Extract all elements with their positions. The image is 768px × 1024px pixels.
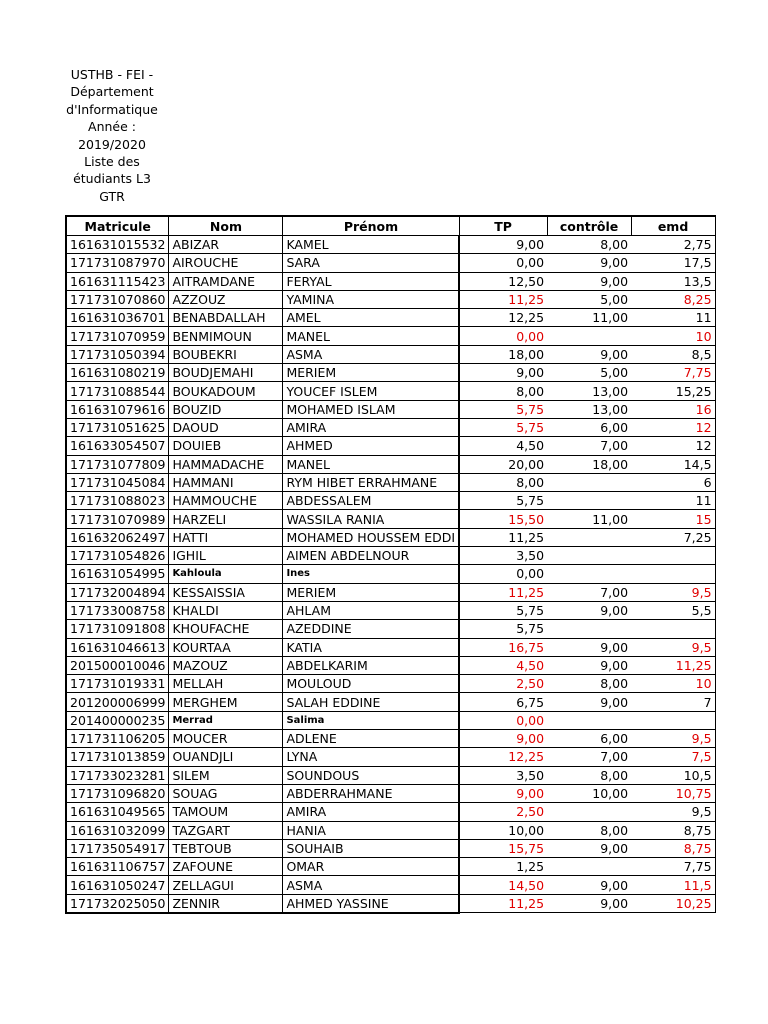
document-header xyxy=(60,66,164,205)
cell-emd: 11 xyxy=(631,309,715,327)
cell-matricule: 161631054995 xyxy=(66,565,169,583)
cell-prenom: SOUHAIB xyxy=(283,839,459,857)
cell-prenom: MANEL xyxy=(283,455,459,473)
table-row xyxy=(66,876,715,894)
cell-tp: 12,25 xyxy=(459,309,547,327)
table-row xyxy=(66,730,715,748)
cell-controle: 11,00 xyxy=(547,510,631,528)
cell-matricule: 161631106757 xyxy=(66,858,169,876)
cell-controle: 7,00 xyxy=(547,437,631,455)
cell-tp: 2,50 xyxy=(459,675,547,693)
cell-nom: ZELLAGUI xyxy=(169,876,283,894)
table-row xyxy=(66,565,715,583)
cell-emd: 7,25 xyxy=(631,528,715,546)
cell-nom: BOUZID xyxy=(169,400,283,418)
cell-emd: 10,5 xyxy=(631,766,715,784)
cell-nom: BENMIMOUN xyxy=(169,327,283,345)
cell-controle: 5,00 xyxy=(547,290,631,308)
cell-emd: 9,5 xyxy=(631,730,715,748)
cell-nom: HAMMANI xyxy=(169,473,283,491)
cell-matricule: 171732004894 xyxy=(66,583,169,601)
cell-tp: 16,75 xyxy=(459,638,547,656)
cell-nom: AZZOUZ xyxy=(169,290,283,308)
cell-emd: 5,5 xyxy=(631,601,715,619)
cell-nom: KOURTAA xyxy=(169,638,283,656)
cell-matricule: 171731077809 xyxy=(66,455,169,473)
table-row xyxy=(66,418,715,436)
cell-prenom: HANIA xyxy=(283,821,459,839)
table-row xyxy=(66,711,715,729)
cell-emd: 8,25 xyxy=(631,290,715,308)
cell-matricule: 201200006999 xyxy=(66,693,169,711)
cell-emd: 9,5 xyxy=(631,583,715,601)
cell-controle: 13,00 xyxy=(547,400,631,418)
cell-prenom: AMEL xyxy=(283,309,459,327)
cell-nom: MAZOUZ xyxy=(169,656,283,674)
cell-controle xyxy=(547,565,631,583)
cell-matricule: 171731088023 xyxy=(66,492,169,510)
header-line: étudiants L3 xyxy=(73,171,151,187)
table-body xyxy=(66,236,715,913)
cell-controle: 9,00 xyxy=(547,693,631,711)
table-row xyxy=(66,858,715,876)
cell-matricule: 161633054507 xyxy=(66,437,169,455)
cell-nom: AITRAMDANE xyxy=(169,272,283,290)
cell-nom: BOUDJEMAHI xyxy=(169,364,283,382)
cell-prenom: LYNA xyxy=(283,748,459,766)
cell-emd: 10,25 xyxy=(631,894,715,913)
cell-tp: 5,75 xyxy=(459,620,547,638)
cell-nom: Kahloula xyxy=(169,565,283,583)
column-header-emd: emd xyxy=(631,216,715,236)
cell-controle xyxy=(547,803,631,821)
table-row xyxy=(66,638,715,656)
cell-prenom: AMIRA xyxy=(283,803,459,821)
table-row xyxy=(66,473,715,491)
cell-tp: 3,50 xyxy=(459,766,547,784)
cell-emd: 6 xyxy=(631,473,715,491)
table-row xyxy=(66,345,715,363)
cell-prenom: OMAR xyxy=(283,858,459,876)
cell-emd: 11 xyxy=(631,492,715,510)
cell-tp: 5,75 xyxy=(459,492,547,510)
cell-tp: 11,25 xyxy=(459,894,547,913)
column-header-prenom: Prénom xyxy=(283,216,459,236)
cell-tp: 6,75 xyxy=(459,693,547,711)
cell-matricule: 201400000235 xyxy=(66,711,169,729)
cell-tp: 15,75 xyxy=(459,839,547,857)
cell-emd: 7,75 xyxy=(631,364,715,382)
cell-emd: 7,75 xyxy=(631,858,715,876)
cell-matricule: 171731045084 xyxy=(66,473,169,491)
table-row xyxy=(66,254,715,272)
column-header-controle: contrôle xyxy=(547,216,631,236)
cell-tp: 0,00 xyxy=(459,565,547,583)
cell-emd: 15 xyxy=(631,510,715,528)
cell-emd: 9,5 xyxy=(631,803,715,821)
table-row xyxy=(66,272,715,290)
cell-prenom: MERIEM xyxy=(283,583,459,601)
cell-matricule: 161631115423 xyxy=(66,272,169,290)
table-row xyxy=(66,656,715,674)
cell-controle: 9,00 xyxy=(547,876,631,894)
table-row xyxy=(66,601,715,619)
cell-controle: 9,00 xyxy=(547,345,631,363)
cell-controle xyxy=(547,492,631,510)
table-row xyxy=(66,894,715,913)
cell-tp: 9,00 xyxy=(459,730,547,748)
cell-nom: ABIZAR xyxy=(169,236,283,254)
cell-tp: 11,25 xyxy=(459,528,547,546)
cell-controle: 8,00 xyxy=(547,236,631,254)
cell-controle xyxy=(547,473,631,491)
cell-tp: 3,50 xyxy=(459,547,547,565)
cell-prenom: ABDESSALEM xyxy=(283,492,459,510)
cell-tp: 5,75 xyxy=(459,601,547,619)
cell-matricule: 171731096820 xyxy=(66,784,169,802)
cell-emd: 8,5 xyxy=(631,345,715,363)
cell-tp: 10,00 xyxy=(459,821,547,839)
cell-prenom: AMIRA xyxy=(283,418,459,436)
cell-controle: 11,00 xyxy=(547,309,631,327)
cell-controle xyxy=(547,620,631,638)
cell-tp: 0,00 xyxy=(459,254,547,272)
cell-controle: 9,00 xyxy=(547,272,631,290)
table-row xyxy=(66,693,715,711)
header-line: 2019/2020 xyxy=(78,136,146,152)
cell-controle: 9,00 xyxy=(547,656,631,674)
cell-controle xyxy=(547,327,631,345)
cell-nom: MERGHEM xyxy=(169,693,283,711)
cell-matricule: 171731019331 xyxy=(66,675,169,693)
cell-emd xyxy=(631,565,715,583)
cell-matricule: 171731050394 xyxy=(66,345,169,363)
cell-controle: 9,00 xyxy=(547,894,631,913)
table-row xyxy=(66,290,715,308)
cell-matricule: 171731087970 xyxy=(66,254,169,272)
column-header-tp: TP xyxy=(459,216,547,236)
cell-matricule: 171731091808 xyxy=(66,620,169,638)
cell-controle xyxy=(547,711,631,729)
cell-nom: AIROUCHE xyxy=(169,254,283,272)
table-row xyxy=(66,784,715,802)
cell-prenom: ADLENE xyxy=(283,730,459,748)
cell-nom: TEBTOUB xyxy=(169,839,283,857)
cell-emd: 12 xyxy=(631,437,715,455)
cell-tp: 9,00 xyxy=(459,236,547,254)
cell-controle: 6,00 xyxy=(547,730,631,748)
cell-prenom: KAMEL xyxy=(283,236,459,254)
cell-controle: 6,00 xyxy=(547,418,631,436)
table-row xyxy=(66,821,715,839)
cell-tp: 12,50 xyxy=(459,272,547,290)
cell-tp: 8,00 xyxy=(459,382,547,400)
cell-prenom: Salima xyxy=(283,711,459,729)
table-row xyxy=(66,510,715,528)
cell-emd: 11,5 xyxy=(631,876,715,894)
cell-prenom: YOUCEF ISLEM xyxy=(283,382,459,400)
table-row xyxy=(66,748,715,766)
cell-nom: SILEM xyxy=(169,766,283,784)
cell-tp: 20,00 xyxy=(459,455,547,473)
header-line: USTHB - FEI - xyxy=(70,67,154,82)
cell-emd: 8,75 xyxy=(631,839,715,857)
cell-matricule: 161631080219 xyxy=(66,364,169,382)
cell-tp: 5,75 xyxy=(459,400,547,418)
cell-matricule: 161631046613 xyxy=(66,638,169,656)
cell-matricule: 171731070989 xyxy=(66,510,169,528)
cell-controle: 7,00 xyxy=(547,583,631,601)
table-row xyxy=(66,400,715,418)
cell-nom: BENABDALLAH xyxy=(169,309,283,327)
table-row xyxy=(66,364,715,382)
cell-tp: 1,25 xyxy=(459,858,547,876)
cell-controle xyxy=(547,858,631,876)
cell-nom: HAMMADACHE xyxy=(169,455,283,473)
cell-matricule: 171731070860 xyxy=(66,290,169,308)
cell-controle: 8,00 xyxy=(547,821,631,839)
cell-emd xyxy=(631,620,715,638)
cell-prenom: SALAH EDDINE xyxy=(283,693,459,711)
cell-prenom: MANEL xyxy=(283,327,459,345)
cell-tp: 0,00 xyxy=(459,327,547,345)
cell-matricule: 171732025050 xyxy=(66,894,169,913)
cell-prenom: RYM HIBET ERRAHMANE xyxy=(283,473,459,491)
header-line: Année : xyxy=(88,119,136,135)
cell-nom: TAMOUM xyxy=(169,803,283,821)
header-line: Liste des xyxy=(84,154,140,170)
cell-controle: 5,00 xyxy=(547,364,631,382)
cell-prenom: AZEDDINE xyxy=(283,620,459,638)
header-line: d'Informatique xyxy=(66,101,158,117)
cell-nom: Merrad xyxy=(169,711,283,729)
cell-matricule: 161631036701 xyxy=(66,309,169,327)
cell-matricule: 171733023281 xyxy=(66,766,169,784)
cell-prenom: ASMA xyxy=(283,876,459,894)
table-row xyxy=(66,583,715,601)
cell-nom: TAZGART xyxy=(169,821,283,839)
cell-emd: 12 xyxy=(631,418,715,436)
table-row xyxy=(66,547,715,565)
cell-nom: SOUAG xyxy=(169,784,283,802)
cell-prenom: ABDERRAHMANE xyxy=(283,784,459,802)
cell-tp: 4,50 xyxy=(459,437,547,455)
cell-matricule: 161631015532 xyxy=(66,236,169,254)
cell-emd: 10,75 xyxy=(631,784,715,802)
cell-nom: DOUIEB xyxy=(169,437,283,455)
cell-tp: 8,00 xyxy=(459,473,547,491)
cell-nom: DAOUD xyxy=(169,418,283,436)
students-table xyxy=(65,215,716,914)
cell-emd: 2,75 xyxy=(631,236,715,254)
cell-matricule: 161632062497 xyxy=(66,528,169,546)
cell-emd: 17,5 xyxy=(631,254,715,272)
cell-nom: KHALDI xyxy=(169,601,283,619)
cell-tp: 12,25 xyxy=(459,748,547,766)
cell-matricule: 161631049565 xyxy=(66,803,169,821)
cell-emd xyxy=(631,711,715,729)
cell-nom: BOUKADOUM xyxy=(169,382,283,400)
cell-prenom: MOHAMED HOUSSEM EDDI xyxy=(283,528,459,546)
cell-tp: 9,00 xyxy=(459,364,547,382)
cell-nom: HARZELI xyxy=(169,510,283,528)
cell-emd: 7 xyxy=(631,693,715,711)
header-line: GTR xyxy=(99,188,125,204)
table-row xyxy=(66,803,715,821)
cell-emd: 13,5 xyxy=(631,272,715,290)
table-row xyxy=(66,455,715,473)
cell-prenom: SOUNDOUS xyxy=(283,766,459,784)
cell-emd: 14,5 xyxy=(631,455,715,473)
cell-prenom: ASMA xyxy=(283,345,459,363)
cell-nom: MELLAH xyxy=(169,675,283,693)
cell-prenom: WASSILA RANIA xyxy=(283,510,459,528)
table-row xyxy=(66,675,715,693)
table-row xyxy=(66,766,715,784)
cell-nom: BOUBEKRI xyxy=(169,345,283,363)
cell-prenom: MERIEM xyxy=(283,364,459,382)
cell-controle: 9,00 xyxy=(547,601,631,619)
cell-tp: 4,50 xyxy=(459,656,547,674)
header-line: Département xyxy=(70,84,154,100)
cell-matricule: 161631079616 xyxy=(66,400,169,418)
cell-controle: 9,00 xyxy=(547,839,631,857)
cell-tp: 0,00 xyxy=(459,711,547,729)
cell-controle xyxy=(547,528,631,546)
cell-tp: 9,00 xyxy=(459,784,547,802)
cell-prenom: AHMED YASSINE xyxy=(283,894,459,913)
cell-matricule: 161631050247 xyxy=(66,876,169,894)
cell-prenom: MOULOUD xyxy=(283,675,459,693)
cell-emd: 10 xyxy=(631,675,715,693)
cell-nom: HATTI xyxy=(169,528,283,546)
cell-tp: 11,25 xyxy=(459,583,547,601)
cell-controle xyxy=(547,547,631,565)
cell-prenom: KATIA xyxy=(283,638,459,656)
cell-controle: 8,00 xyxy=(547,766,631,784)
cell-nom: HAMMOUCHE xyxy=(169,492,283,510)
cell-prenom: ABDELKARIM xyxy=(283,656,459,674)
cell-controle: 10,00 xyxy=(547,784,631,802)
cell-emd: 8,75 xyxy=(631,821,715,839)
cell-emd: 16 xyxy=(631,400,715,418)
cell-matricule: 161631032099 xyxy=(66,821,169,839)
cell-controle: 7,00 xyxy=(547,748,631,766)
cell-tp: 2,50 xyxy=(459,803,547,821)
cell-emd: 7,5 xyxy=(631,748,715,766)
cell-nom: ZENNIR xyxy=(169,894,283,913)
cell-controle: 9,00 xyxy=(547,638,631,656)
table-row xyxy=(66,382,715,400)
cell-controle: 9,00 xyxy=(547,254,631,272)
cell-matricule: 171735054917 xyxy=(66,839,169,857)
cell-matricule: 201500010046 xyxy=(66,656,169,674)
cell-nom: KHOUFACHE xyxy=(169,620,283,638)
cell-prenom: AHMED xyxy=(283,437,459,455)
cell-controle: 18,00 xyxy=(547,455,631,473)
table-row xyxy=(66,437,715,455)
cell-matricule: 171731070959 xyxy=(66,327,169,345)
cell-prenom: AHLAM xyxy=(283,601,459,619)
cell-nom: ZAFOUNE xyxy=(169,858,283,876)
cell-controle: 8,00 xyxy=(547,675,631,693)
cell-emd xyxy=(631,547,715,565)
cell-matricule: 171731013859 xyxy=(66,748,169,766)
table-row xyxy=(66,309,715,327)
table-row xyxy=(66,236,715,254)
cell-matricule: 171733008758 xyxy=(66,601,169,619)
cell-tp: 14,50 xyxy=(459,876,547,894)
cell-matricule: 171731051625 xyxy=(66,418,169,436)
cell-prenom: MOHAMED ISLAM xyxy=(283,400,459,418)
column-header-matricule: Matricule xyxy=(66,216,169,236)
table-row xyxy=(66,620,715,638)
cell-prenom: YAMINA xyxy=(283,290,459,308)
cell-tp: 11,25 xyxy=(459,290,547,308)
cell-nom: MOUCER xyxy=(169,730,283,748)
table-row xyxy=(66,327,715,345)
cell-emd: 9,5 xyxy=(631,638,715,656)
cell-tp: 5,75 xyxy=(459,418,547,436)
cell-nom: OUANDJLI xyxy=(169,748,283,766)
cell-prenom: AIMEN ABDELNOUR xyxy=(283,547,459,565)
cell-tp: 18,00 xyxy=(459,345,547,363)
cell-emd: 15,25 xyxy=(631,382,715,400)
table-row xyxy=(66,839,715,857)
cell-prenom: SARA xyxy=(283,254,459,272)
cell-prenom: Ines xyxy=(283,565,459,583)
cell-emd: 11,25 xyxy=(631,656,715,674)
cell-prenom: FERYAL xyxy=(283,272,459,290)
cell-emd: 10 xyxy=(631,327,715,345)
table-row xyxy=(66,492,715,510)
cell-matricule: 171731106205 xyxy=(66,730,169,748)
cell-nom: KESSAISSIA xyxy=(169,583,283,601)
cell-controle: 13,00 xyxy=(547,382,631,400)
cell-tp: 15,50 xyxy=(459,510,547,528)
column-header-nom: Nom xyxy=(169,216,283,236)
table-header-row xyxy=(66,216,715,236)
table-row xyxy=(66,528,715,546)
cell-matricule: 171731054826 xyxy=(66,547,169,565)
cell-matricule: 171731088544 xyxy=(66,382,169,400)
cell-nom: IGHIL xyxy=(169,547,283,565)
